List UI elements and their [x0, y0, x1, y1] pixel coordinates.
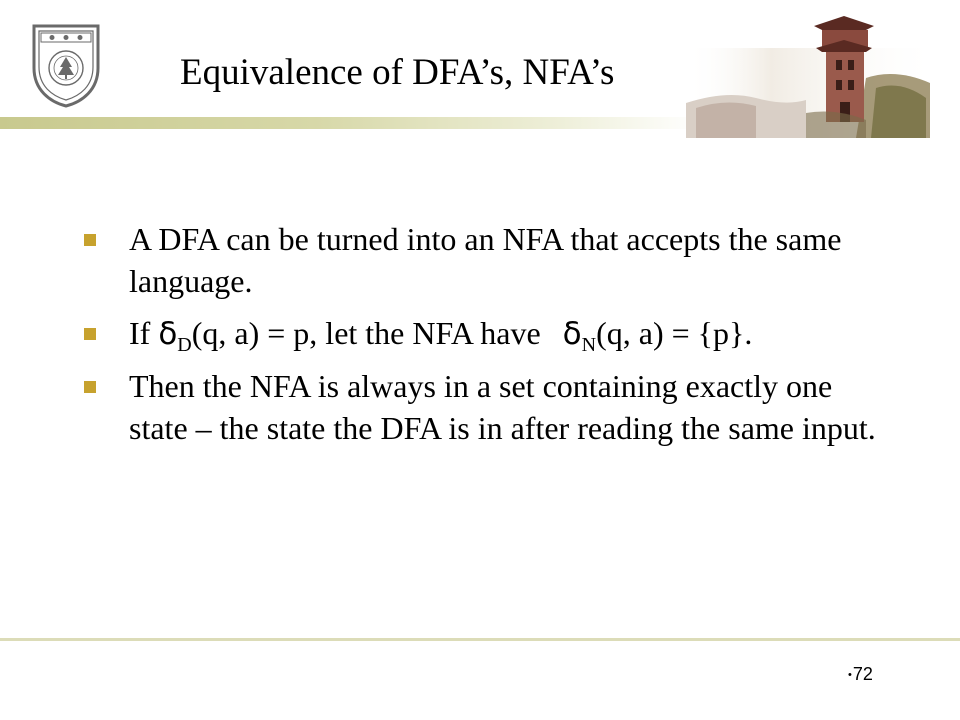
bullet-marker-icon — [84, 381, 96, 393]
delta-subscript: D — [177, 334, 192, 356]
campus-tower-image — [686, 8, 930, 138]
bullet-suffix: (q, a) = {p}. — [596, 315, 753, 351]
bullet-marker-icon — [84, 328, 96, 340]
bullet-text: A DFA can be turned into an NFA that accepts the same language. — [129, 221, 842, 299]
bullet-text: Then the NFA is always in a set containing exactly one state – the state the DFA is in after reading the same input. — [129, 368, 876, 446]
bullet-list — [84, 218, 884, 459]
bullet-marker-icon — [84, 234, 96, 246]
slide-title: Equivalence of DFA’s, NFA’s — [180, 52, 615, 93]
bullet-item — [84, 312, 884, 355]
delta-symbol: δ — [562, 316, 582, 352]
page-number-value: 72 — [852, 664, 873, 684]
bullet-item — [84, 218, 884, 302]
delta-symbol: δ — [158, 316, 178, 352]
page-marker-icon: • — [848, 669, 852, 681]
bullet-item — [84, 365, 884, 449]
delta-subscript: N — [581, 334, 597, 356]
bullet-middle: (q, a) = p, let the NFA have — [191, 315, 541, 351]
footer-divider — [0, 638, 960, 641]
page-number — [848, 664, 873, 685]
title-underline-bar — [0, 117, 700, 129]
university-logo-icon — [30, 22, 102, 108]
bullet-prefix: If — [129, 315, 159, 351]
